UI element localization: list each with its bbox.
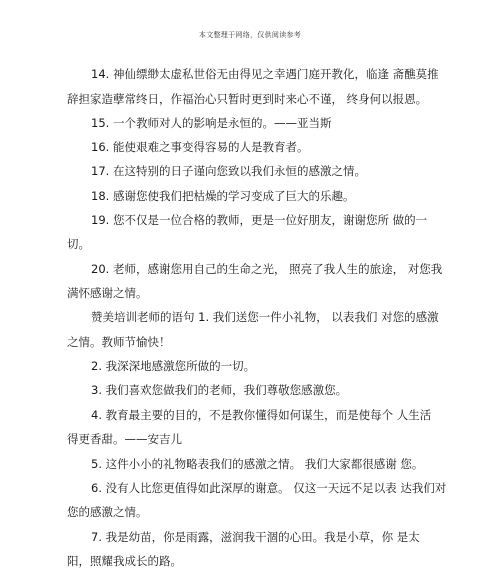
text-line: 满怀感谢之情。 <box>67 286 148 300</box>
page-header: 本文整理于网络，仅供阅读参考 <box>198 31 302 39</box>
text-line: 切。 <box>67 237 90 251</box>
text-line: 7. 我是幼苗，你是雨露，滋润我干涸的心田。我是小草，你 是太 <box>91 530 420 544</box>
text-line: 您的感激之情。 <box>67 505 148 519</box>
text-line: 得更香甜。——安吉儿 <box>67 432 182 446</box>
text-line: 3. 我们喜欢您做我们的老师，我们尊敬您感激您。 <box>91 383 348 397</box>
text-line: 4. 教育最主要的目的，不是教你懂得如何谋生，而是使每个 人生活 <box>91 408 432 422</box>
text-line: 16. 能使艰难之事变得容易的人是教育者。 <box>91 140 309 154</box>
text-line: 19. 您不仅是一位合格的教师，更是一位好朋友，谢谢您所 做的一 <box>91 213 428 227</box>
text-line: 之情。教师节愉快！ <box>67 335 171 349</box>
text-line: 6. 没有人比您更值得如此深厚的谢意。 仅这一天远不足以表 达我们对 <box>91 481 447 495</box>
text-line: 15. 一个教师对人的影响是永恒的。——亚当斯 <box>91 116 332 130</box>
text-line: 17. 在这特别的日子谨向您致以我们永恒的感激之情。 <box>91 164 366 178</box>
text-line: 赞美培训老师的语句 1. 我们送您一件小礼物， 以表我们 对您的感激 <box>91 310 439 324</box>
text-line: 14. 神仙缥缈太虚私世俗无由得见之幸遇门庭开教化，临逢 斋醮莫推 <box>91 67 439 81</box>
text-line: 2. 我深深地感激您所做的一切。 <box>91 359 256 373</box>
text-line: 20. 老师，感谢您用自己的生命之光， 照亮了我人生的旅途， 对您我 <box>91 262 443 276</box>
text-line: 阳，照耀我成长的路。 <box>67 554 182 568</box>
text-line: 18. 感谢您使我们把枯燥的学习变成了巨大的乐趣。 <box>91 189 355 203</box>
text-line: 辞担家造孽常终日，作福治心只暂时更到时来心不谨， 终身何以报恩。 <box>67 92 428 106</box>
text-line: 5. 这件小小的礼物略表我们的感激之情。 我们大家都很感谢 您。 <box>91 457 424 471</box>
